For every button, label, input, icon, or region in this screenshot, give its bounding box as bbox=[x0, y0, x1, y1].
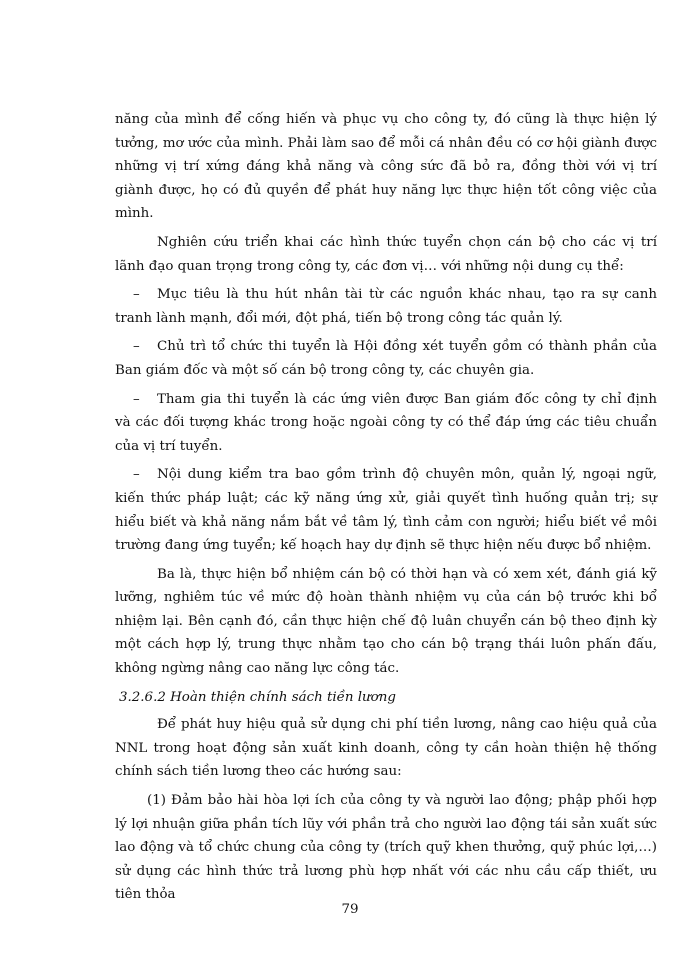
bullet-text: Mục tiêu là thu hút nhân tài từ các nguồn khác nhau, tạo ra sự canh tranh lành mạnh, đổi mới, đột phá, tiến bộ trong công tác quản lý. bbox=[115, 287, 657, 326]
page-body bbox=[115, 108, 657, 912]
paragraph-3: Ba là, thực hiện bổ nhiệm cán bộ có thời hạn và có xem xét, đánh giá kỹ lưỡng, nghiêm túc về mức độ hoàn thành nhiệm vụ của cán bộ trước khi bổ nhiệm lại. Bên cạnh đó, cần thực hiện chế độ luân chuyển cán bộ theo định kỳ một cách hợp lý, trung thực nhằm tạo cho cán bộ trạng thái luôn phấn đấu, không ngừng nâng cao năng lực công tác. bbox=[115, 566, 657, 677]
bullet-text: Chủ trì tổ chức thi tuyển là Hội đồng xét tuyển gồm có thành phần của Ban giám đốc và một số cán bộ trong công ty, các chuyên gia. bbox=[115, 339, 657, 378]
paragraph-4: Để phát huy hiệu quả sử dụng chi phí tiền lương, nâng cao hiệu quả của NNL trong hoạt động sản xuất kinh doanh, công ty cần hoàn thiện hệ thống chính sách tiền lương theo các hướng sau: bbox=[115, 717, 657, 780]
bullet-item-2 bbox=[115, 335, 657, 382]
bullet-text: Tham gia thi tuyển là các ứng viên được Ban giám đốc công ty chỉ định và các đối tượng khác trong hoặc ngoài công ty có thể đáp ứng các tiêu chuẩn của vị trí tuyển. bbox=[115, 391, 657, 454]
page-number: 79 bbox=[341, 902, 359, 917]
bullet-item-4 bbox=[115, 463, 657, 557]
bullet-dash: – bbox=[133, 467, 140, 483]
numbered-item-1: (1) Đảm bảo hài hòa lợi ích của công ty và người lao động; phập phối hợp lý lợi nhuận giữa phần tích lũy với phần trả cho người lao động tái sản xuất sức lao động và tổ chức chung của công ty (trích quỹ khen thưởng, quỹ phúc lợi,…) sử dụng các hình thức trả lương phù hợp nhất với các nhu cầu cấp thiết, ưu tiên thỏa bbox=[115, 793, 657, 903]
section-heading: 3.2.6.2 Hoàn thiện chính sách tiền lương bbox=[119, 689, 396, 705]
bullet-item-3 bbox=[115, 388, 657, 459]
paragraph-1: năng của mình để cống hiến và phục vụ cho công ty, đó cũng là thực hiện lý tưởng, mơ ước của mình. Phải làm sao để mỗi cá nhân đều có cơ hội giành được những vị trí xứng đáng khả năng và công sức đã bỏ ra, đồng thời với vị trí giành được, họ có đủ quyền để phát huy năng lực thực hiện tốt công việc của mình. bbox=[115, 112, 657, 222]
paragraph-2: Nghiên cứu triển khai các hình thức tuyển chọn cán bộ cho các vị trí lãnh đạo quan trọng trong công ty, các đơn vị… với những nội dung cụ thể: bbox=[115, 234, 657, 274]
bullet-text: Nội dung kiểm tra bao gồm trình độ chuyên môn, quản lý, ngoại ngữ, kiến thức pháp luật; các kỹ năng ứng xử, giải quyết tình huống quản trị; sự hiểu biết và khả năng nắm bắt về tâm lý, tình cảm con người; hiểu biết về môi trường đang ứng tuyển; kế hoạch hay dự định sẽ thực hiện nếu được bổ nhiệm. bbox=[115, 467, 657, 554]
bullet-dash: – bbox=[133, 391, 140, 407]
bullet-dash: – bbox=[133, 287, 140, 303]
bullet-item-1 bbox=[115, 283, 657, 330]
bullet-dash: – bbox=[133, 339, 140, 355]
